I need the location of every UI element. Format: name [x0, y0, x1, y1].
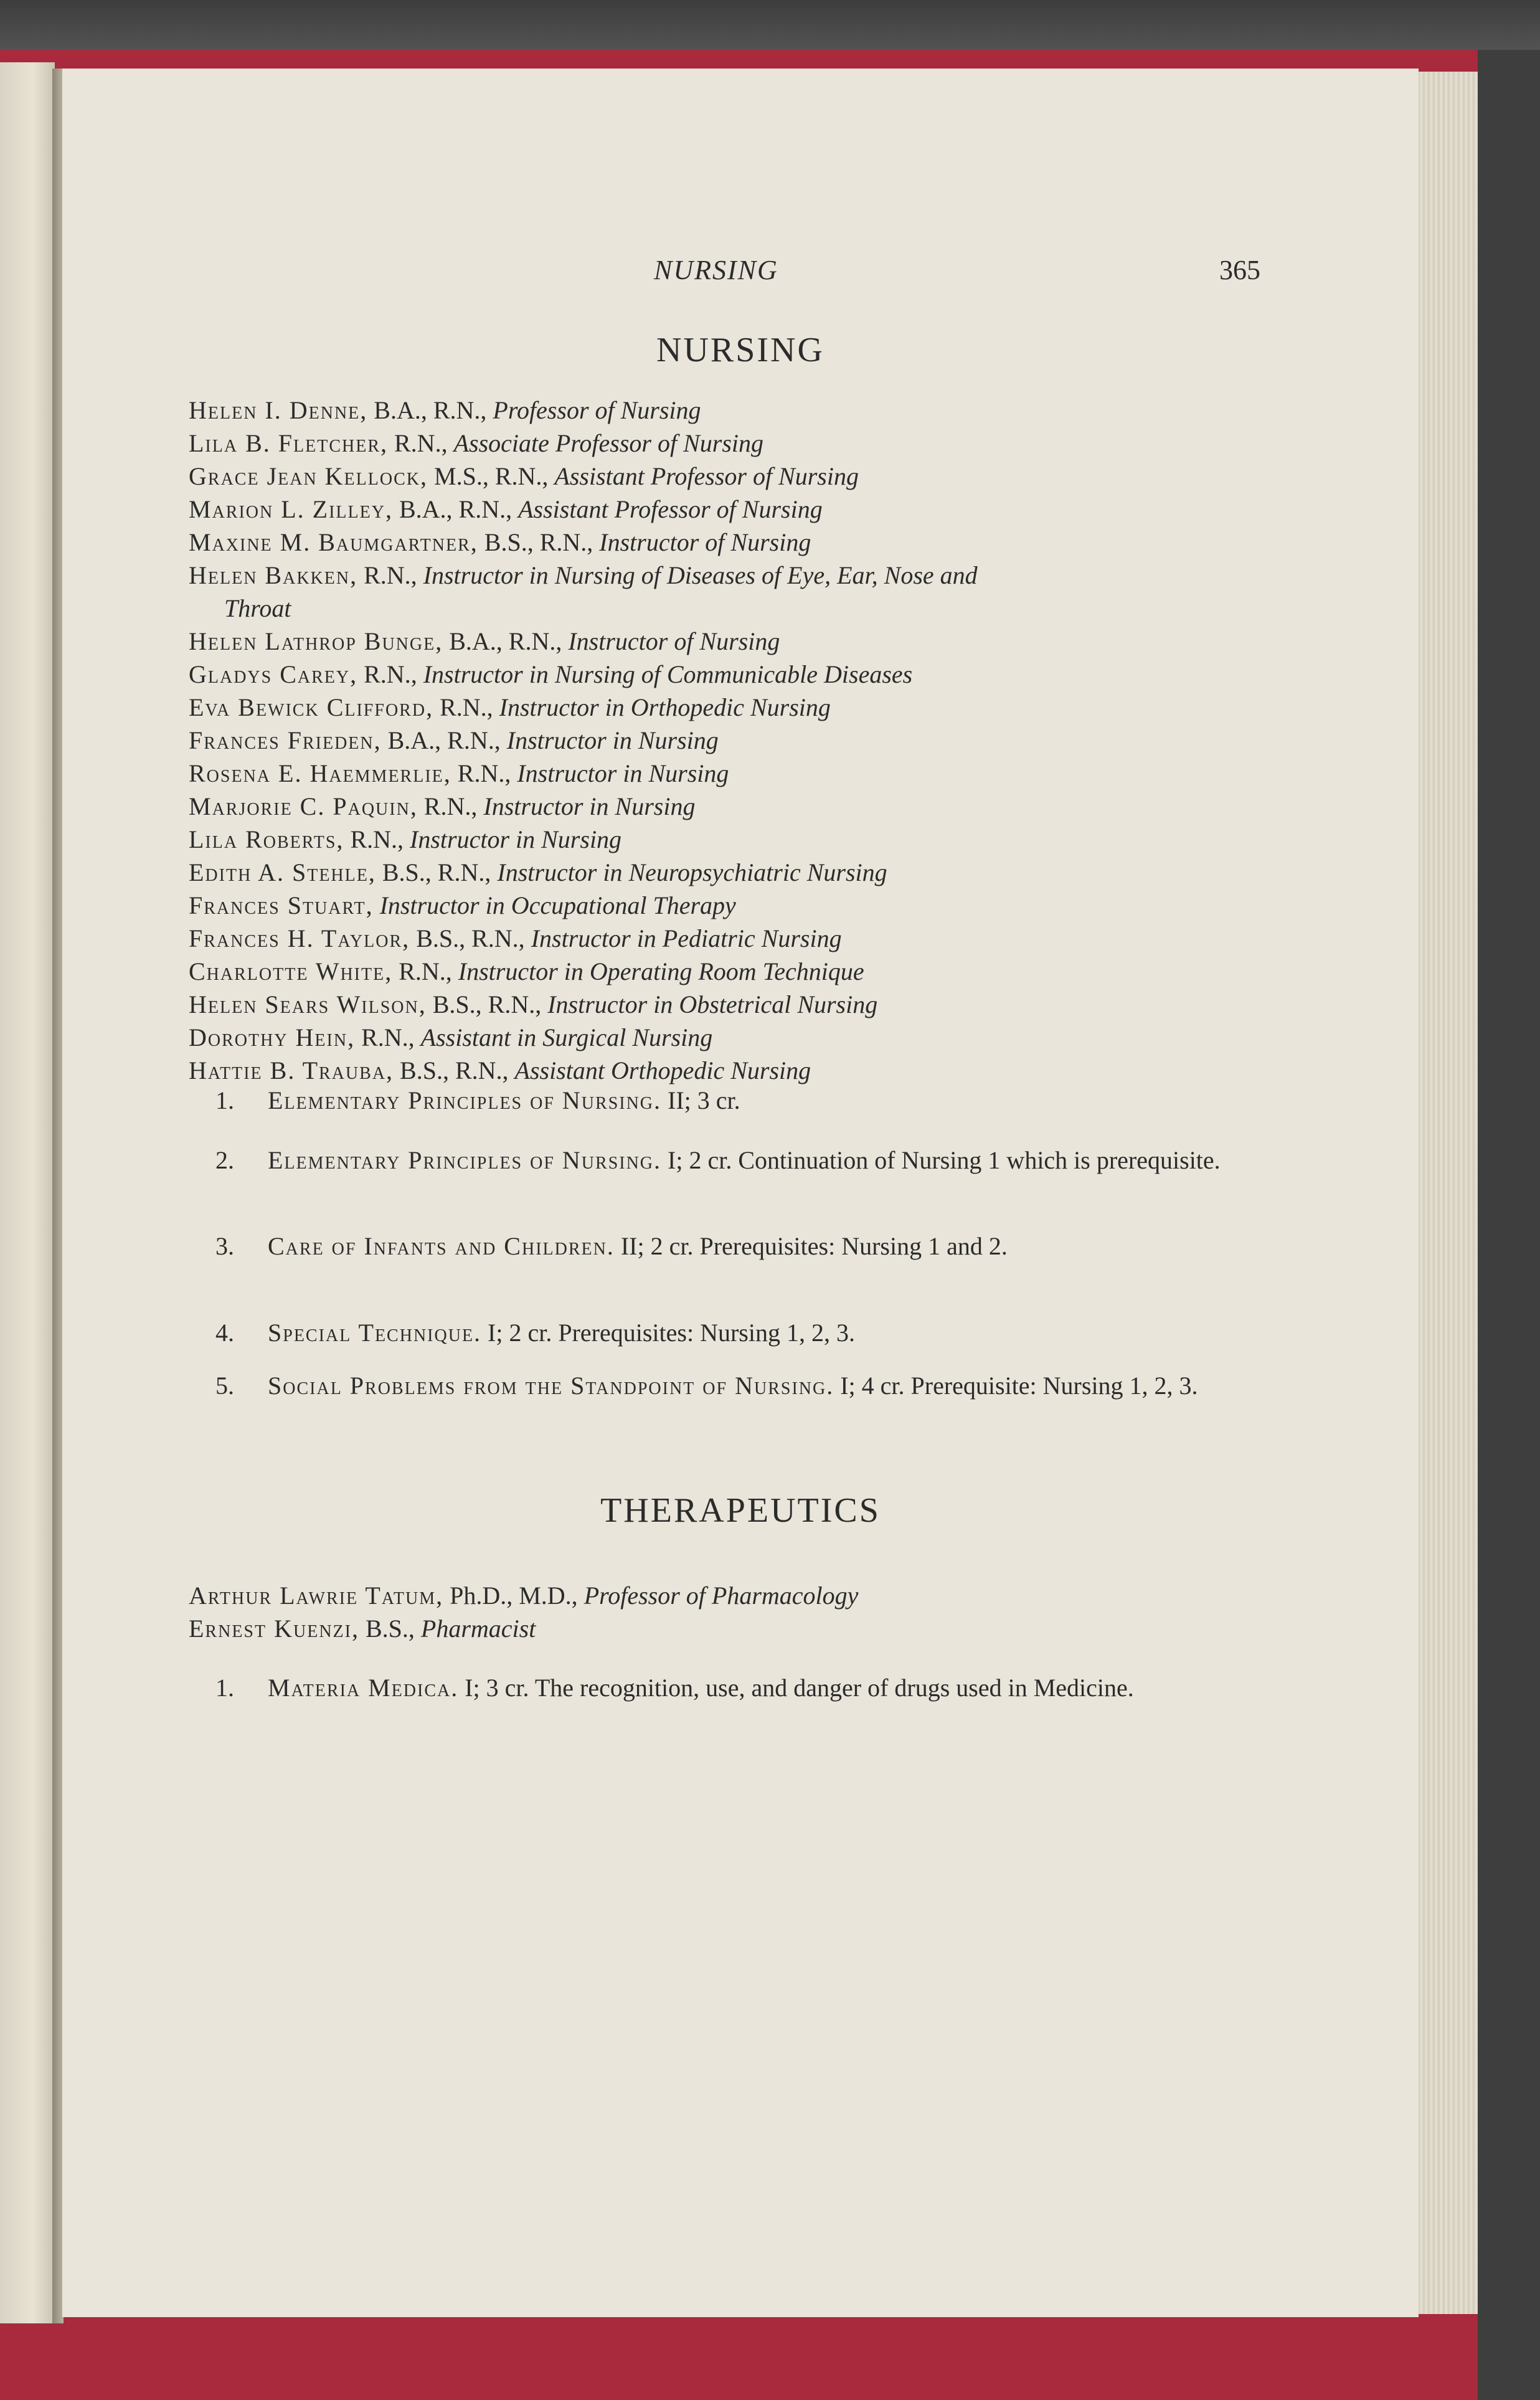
- staff-entry: [189, 988, 1328, 1021]
- course-entry: [215, 1145, 1327, 1176]
- staff-credentials: B.S., R.N.,: [394, 1056, 515, 1084]
- staff-entry: [189, 1054, 1328, 1087]
- course-title: Elementary Principles of Nursing.: [268, 1086, 662, 1114]
- course-title: Elementary Principles of Nursing.: [268, 1146, 662, 1174]
- running-title: NURSING: [654, 255, 778, 285]
- course-title: Care of Infants and Children.: [268, 1232, 615, 1260]
- staff-entry: [189, 625, 1328, 658]
- staff-title: Instructor in Nursing of Communicable Diseases: [423, 660, 913, 688]
- staff-entry: [189, 757, 1328, 790]
- staff-name: Grace Jean Kellock,: [189, 462, 428, 490]
- staff-name: Hattie B. Trauba,: [189, 1056, 394, 1084]
- staff-credentials: R.N.,: [417, 792, 484, 820]
- staff-title: Instructor in Nursing: [517, 759, 729, 787]
- staff-name: Frances Frieden,: [189, 726, 382, 754]
- staff-entry: [189, 856, 1328, 889]
- course-entry: [215, 1317, 1327, 1349]
- staff-entry: [189, 691, 1328, 724]
- staff-name: Helen Sears Wilson,: [189, 990, 427, 1018]
- staff-credentials: Ph.D., M.D.,: [443, 1582, 584, 1610]
- scan-background: [0, 0, 1540, 55]
- staff-name: Arthur Lawrie Tatum,: [189, 1582, 444, 1610]
- staff-title: Instructor in Nursing: [410, 825, 622, 853]
- staff-entry: [189, 724, 1328, 757]
- staff-title: Instructor of Nursing: [568, 627, 780, 655]
- staff-name: Frances Stuart,: [189, 891, 374, 919]
- staff-title: Instructor in Nursing: [483, 792, 696, 820]
- staff-name: Charlotte White,: [189, 957, 393, 985]
- staff-name: Helen Lathrop Bunge,: [189, 627, 443, 655]
- staff-credentials: R.N.,: [451, 759, 517, 787]
- course-number: 5.: [215, 1372, 234, 1400]
- section-heading-therapeutics: THERAPEUTICS: [600, 1491, 881, 1530]
- course-number: 1.: [215, 1674, 234, 1702]
- staff-title: Instructor in Nursing: [506, 726, 719, 754]
- page-number: 365: [1219, 255, 1260, 285]
- staff-name: Helen Bakken,: [189, 561, 358, 589]
- staff-credentials: R.N.,: [392, 957, 458, 985]
- staff-name: Lila B. Fletcher,: [189, 429, 388, 457]
- staff-entry: [189, 1021, 1328, 1054]
- staff-credentials: B.S., R.N.,: [426, 990, 548, 1018]
- course-details: II; 3 cr.: [661, 1086, 740, 1114]
- staff-title: Instructor in Nursing of Diseases of Eye, Ear, Nose and: [423, 561, 978, 589]
- staff-name: Marjorie C. Paquin,: [189, 792, 418, 820]
- course-title: Special Technique.: [268, 1319, 482, 1347]
- staff-title: Assistant Professor of Nursing: [554, 462, 859, 490]
- course-entry: [215, 1085, 1327, 1116]
- staff-name: Marion L. Zilley,: [189, 495, 393, 523]
- course-number: 1.: [215, 1086, 234, 1114]
- staff-title: Instructor in Orthopedic Nursing: [499, 693, 831, 721]
- staff-name: Dorothy Hein,: [189, 1023, 356, 1051]
- staff-entry: [189, 1612, 1328, 1645]
- staff-name: Rosena E. Haemmerlie,: [189, 759, 451, 787]
- staff-title: Professor of Pharmacology: [583, 1582, 859, 1610]
- staff-title: Professor of Nursing: [493, 396, 701, 424]
- staff-credentials: B.S., R.N.,: [376, 858, 498, 886]
- staff-credentials: B.A., R.N.,: [443, 627, 569, 655]
- scan-background-right: [1478, 50, 1540, 2400]
- course-body: [268, 1317, 1327, 1349]
- staff-title: Instructor of Nursing: [599, 528, 811, 556]
- staff-name: Gladys Carey,: [189, 660, 358, 688]
- staff-entry: [189, 955, 1328, 988]
- course-details: I; 3 cr. The recognition, use, and danger of drugs used in Medicine.: [458, 1674, 1134, 1702]
- staff-entry: [189, 658, 1328, 691]
- staff-name: Lila Roberts,: [189, 825, 344, 853]
- staff-name: Maxine M. Baumgartner,: [189, 528, 478, 556]
- staff-title: Assistant in Surgical Nursing: [420, 1023, 713, 1051]
- staff-title: Assistant Professor of Nursing: [518, 495, 823, 523]
- course-entry: [215, 1672, 1327, 1704]
- staff-name: Edith A. Stehle,: [189, 858, 376, 886]
- staff-title: Instructor in Neuropsychiatric Nursing: [497, 858, 887, 886]
- staff-credentials: B.S.,: [359, 1615, 421, 1643]
- staff-credentials: R.N.,: [344, 825, 410, 853]
- facing-page-edge: [0, 62, 55, 2323]
- course-number: 3.: [215, 1232, 234, 1260]
- staff-credentials: [374, 891, 380, 919]
- staff-entry: [189, 823, 1328, 856]
- staff-credentials: R.N.,: [355, 1023, 421, 1051]
- staff-entry: [189, 493, 1328, 526]
- staff-title: Instructor in Pediatric Nursing: [531, 924, 842, 952]
- staff-title: Instructor in Occupational Therapy: [379, 891, 736, 919]
- staff-title: Instructor in Obstetrical Nursing: [547, 990, 878, 1018]
- therapeutics-staff-list: [189, 1579, 1328, 1645]
- course-details: I; 4 cr. Prerequisite: Nursing 1, 2, 3.: [834, 1372, 1198, 1400]
- staff-credentials: B.S., R.N.,: [478, 528, 600, 556]
- staff-name: Frances H. Taylor,: [189, 924, 410, 952]
- staff-credentials: B.S., R.N.,: [410, 924, 531, 952]
- staff-name: Helen I. Denne,: [189, 396, 368, 424]
- course-body: [268, 1085, 1327, 1116]
- course-entry: [215, 1370, 1327, 1402]
- running-head: [62, 254, 1419, 292]
- staff-credentials: R.N.,: [357, 561, 423, 589]
- staff-entry: [189, 1579, 1328, 1612]
- course-entry: [215, 1231, 1327, 1262]
- course-details: II; 2 cr. Prerequisites: Nursing 1 and 2.: [614, 1232, 1008, 1260]
- staff-title: Instructor in Operating Room Technique: [458, 957, 864, 985]
- staff-title: Pharmacist: [420, 1615, 536, 1643]
- staff-entry: [189, 394, 1328, 427]
- staff-credentials: R.N.,: [388, 429, 454, 457]
- staff-entry: [189, 559, 1328, 625]
- page-stack-edge: [1419, 72, 1478, 2314]
- nursing-staff-list: [189, 394, 1328, 1087]
- staff-name: Ernest Kuenzi,: [189, 1615, 359, 1643]
- course-number: 4.: [215, 1319, 234, 1347]
- course-body: [268, 1672, 1327, 1704]
- staff-entry: [189, 790, 1328, 823]
- course-number: 2.: [215, 1146, 234, 1174]
- staff-entry: [189, 460, 1328, 493]
- course-details: I; 2 cr. Continuation of Nursing 1 which is prerequisite.: [661, 1146, 1221, 1174]
- section-heading-nursing: NURSING: [656, 331, 824, 369]
- course-title: Materia Medica.: [268, 1674, 459, 1702]
- course-body: [268, 1145, 1327, 1176]
- staff-name: Eva Bewick Clifford,: [189, 693, 434, 721]
- book-page: [62, 69, 1419, 2317]
- course-title: Social Problems from the Standpoint of Nursing.: [268, 1372, 834, 1400]
- staff-entry: [189, 889, 1328, 922]
- staff-credentials: B.A., R.N.,: [392, 495, 519, 523]
- staff-credentials: R.N.,: [433, 693, 499, 721]
- staff-title-continuation: Throat: [224, 594, 291, 622]
- staff-entry: [189, 526, 1328, 559]
- staff-credentials: R.N.,: [357, 660, 423, 688]
- staff-title: Associate Professor of Nursing: [453, 429, 763, 457]
- staff-entry: [189, 427, 1328, 460]
- staff-title: Assistant Orthopedic Nursing: [514, 1056, 811, 1084]
- staff-credentials: M.S., R.N.,: [428, 462, 555, 490]
- staff-credentials: B.A., R.N.,: [381, 726, 507, 754]
- course-body: [268, 1370, 1327, 1402]
- staff-credentials: B.A., R.N.,: [367, 396, 493, 424]
- course-body: [268, 1231, 1327, 1262]
- staff-entry: [189, 922, 1328, 955]
- course-details: I; 2 cr. Prerequisites: Nursing 1, 2, 3.: [481, 1319, 855, 1347]
